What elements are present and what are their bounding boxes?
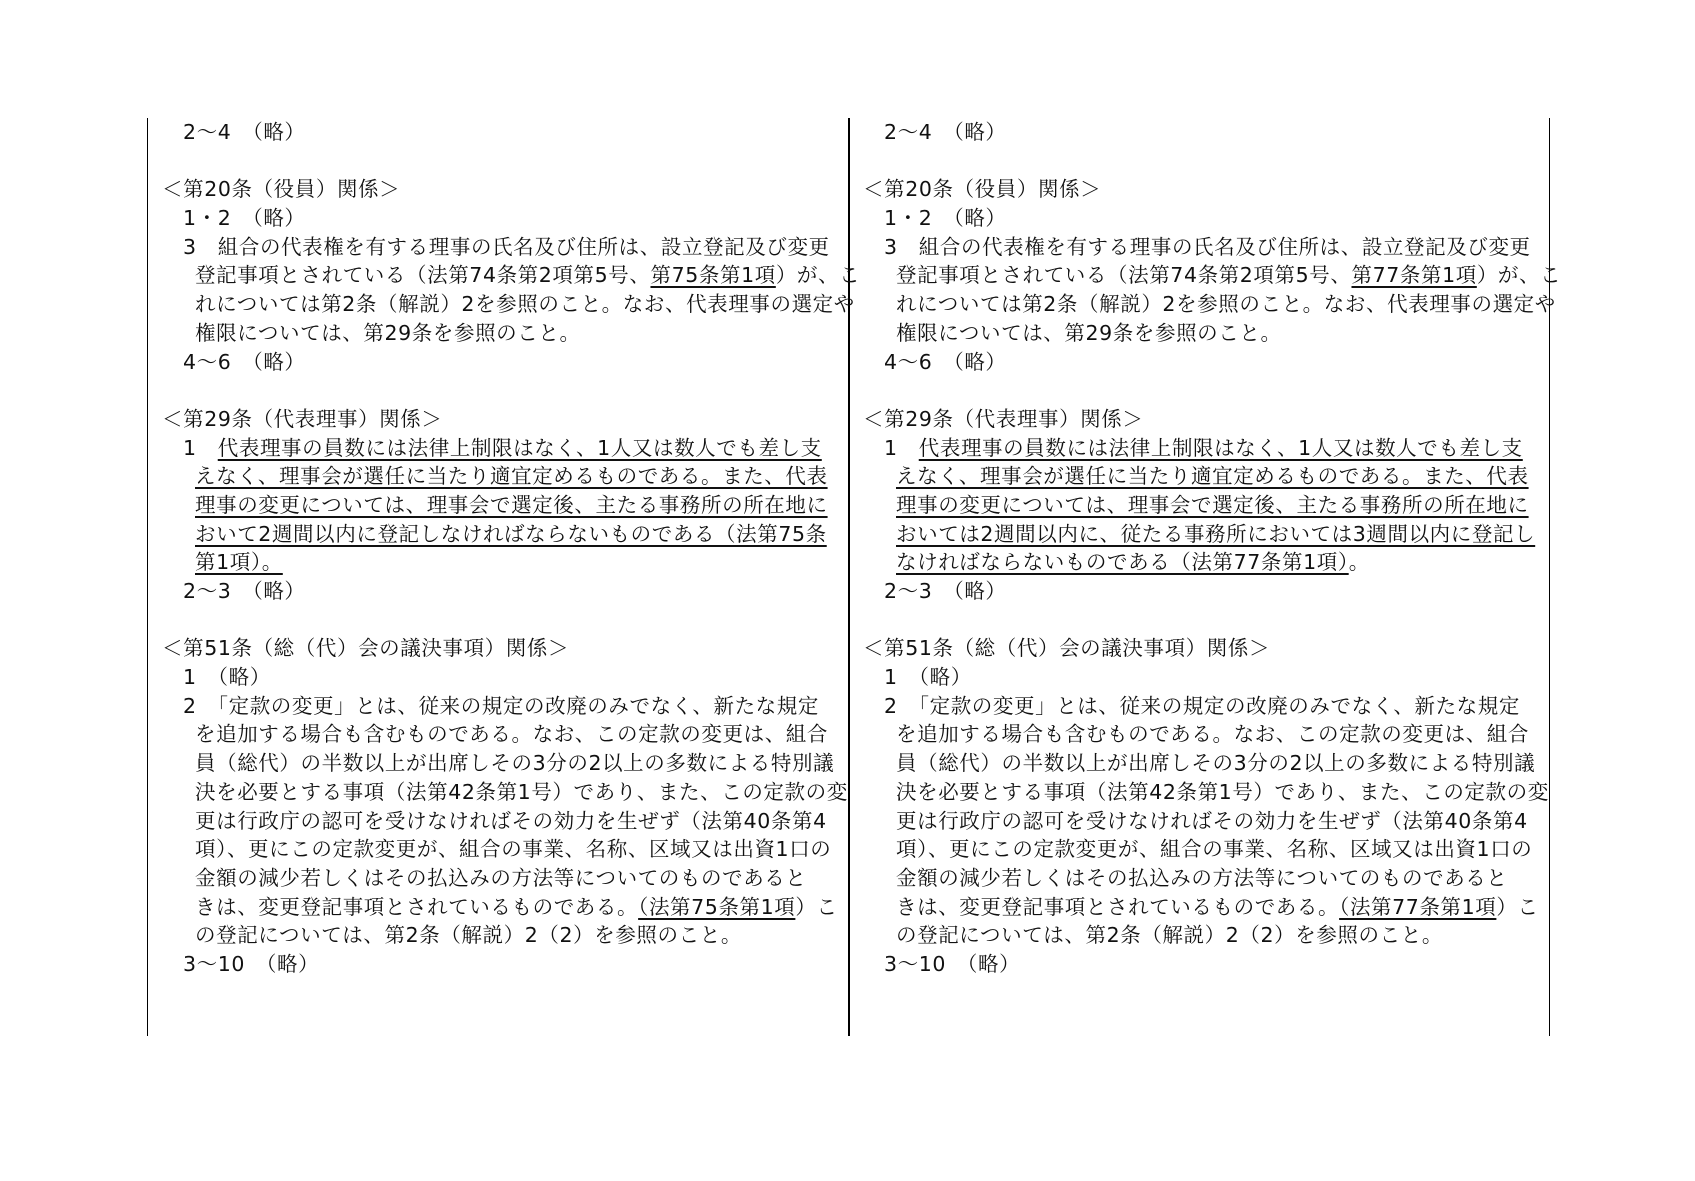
- underlined-amendment: 第1項）。: [195, 550, 283, 575]
- omitted-1-2: 1・2 （略）: [183, 206, 306, 231]
- paragraph-line: 金額の減少若しくはその払込みの方法等についてのものであると: [896, 865, 1508, 890]
- omitted-3-10: 3～10 （略）: [884, 951, 1021, 976]
- omitted-2-3: 2～3 （略）: [884, 579, 1007, 603]
- paragraph-line: 項）、更にこの定款変更が、組合の事業、名称、区域又は出資1口の: [195, 837, 832, 862]
- underlined-amendment: えなく、理事会が選任に当たり適宜定めるものである。また、代表: [195, 464, 828, 489]
- spacer: [863, 606, 1549, 635]
- underlined-amendment: 代表理事の員数には法律上制限はなく、1人又は数人でも差し支: [217, 435, 822, 460]
- item-number: 1: [884, 435, 919, 460]
- paragraph-line: 権限については、第29条を参照のこと。: [195, 320, 581, 345]
- spacer: [162, 376, 848, 405]
- text: 。: [1348, 550, 1370, 575]
- section-heading-article-20: ＜第20条（役員）関係＞: [162, 177, 401, 202]
- paragraph-line: れについては第2条（解説）2を参照のこと。なお、代表理事の選定や: [195, 292, 855, 317]
- omitted-1: 1 （略）: [884, 665, 972, 690]
- paragraph-line: [863, 548, 1549, 577]
- underlined-amendment: おいては2週間以内に、従たる事務所においては3週間以内に登記し: [896, 521, 1536, 546]
- paragraph-line: 員（総代）の半数以上が出席しその3分の2以上の多数による特別議: [195, 751, 835, 776]
- omitted-1: 1 （略）: [183, 665, 271, 690]
- underlined-amendment: 第75条第1項: [650, 263, 776, 288]
- text: きは、変更登記事項とされているものである。: [195, 894, 639, 919]
- paragraph-line: 3 組合の代表権を有する理事の氏名及び住所は、設立登記及び変更: [183, 234, 830, 259]
- paragraph-line: [863, 520, 1549, 549]
- paragraph-line: [863, 491, 1549, 520]
- comparison-table: [147, 118, 1562, 1036]
- spacer: [162, 147, 848, 176]
- omitted-2-4: 2～4 （略）: [884, 120, 1007, 144]
- omitted-4-6: 4～6 （略）: [183, 349, 306, 374]
- paragraph-line: [162, 548, 848, 577]
- paragraph-line: [863, 434, 1549, 463]
- underlined-amendment: おいて2週間以内に登記しなければならないものである（法第75条: [195, 521, 827, 546]
- omitted-2-3: 2～3 （略）: [183, 579, 306, 603]
- omitted-4-6: 4～6 （略）: [884, 349, 1007, 374]
- item-number: 1: [183, 435, 218, 460]
- text: ）こ: [795, 894, 838, 919]
- paragraph-line: [162, 462, 848, 491]
- underlined-amendment: 代表理事の員数には法律上制限はなく、1人又は数人でも差し支: [918, 435, 1523, 460]
- paragraph-line: [162, 261, 861, 290]
- paragraph-line: [863, 462, 1549, 491]
- underlined-amendment: （法第75条第1項: [638, 894, 796, 919]
- section-heading-article-51: ＜第51条（総（代）会の議決事項）関係＞: [162, 636, 570, 661]
- paragraph-line: を追加する場合も含むものである。なお、この定款の変更は、組合: [896, 722, 1529, 747]
- paragraph-line: の登記については、第2条（解説）2（2）を参照のこと。: [195, 923, 742, 948]
- section-heading-article-29: ＜第29条（代表理事）関係＞: [863, 406, 1144, 431]
- section-heading-article-51: ＜第51条（総（代）会の議決事項）関係＞: [863, 636, 1271, 661]
- text: 登記事項とされている（法第74条第2項第5号、: [896, 263, 1352, 288]
- paragraph-line: 決を必要とする事項（法第42条第1号）であり、また、この定款の変: [195, 779, 848, 804]
- right-column: [863, 118, 1562, 1036]
- underlined-amendment: 第77条第1項: [1351, 263, 1477, 288]
- section-heading-article-20: ＜第20条（役員）関係＞: [863, 177, 1102, 202]
- underlined-amendment: えなく、理事会が選任に当たり適宜定めるものである。また、代表: [896, 464, 1529, 489]
- paragraph-line: を追加する場合も含むものである。なお、この定款の変更は、組合: [195, 722, 828, 747]
- text: ）が、こ: [775, 263, 861, 288]
- paragraph-line: 項）、更にこの定款変更が、組合の事業、名称、区域又は出資1口の: [896, 837, 1533, 862]
- paragraph-line: 2 「定款の変更」とは、従来の規定の改廃のみでなく、新たな規定: [183, 693, 819, 718]
- paragraph-line: 権限については、第29条を参照のこと。: [896, 320, 1282, 345]
- text: ）こ: [1496, 894, 1539, 919]
- paragraph-line: [162, 893, 848, 922]
- paragraph-line: れについては第2条（解説）2を参照のこと。なお、代表理事の選定や: [896, 292, 1556, 317]
- paragraph-line: 2 「定款の変更」とは、従来の規定の改廃のみでなく、新たな規定: [884, 693, 1520, 718]
- paragraph-line: [863, 893, 1549, 922]
- paragraph-line: [162, 520, 848, 549]
- column-divider: [848, 118, 850, 1036]
- paragraph-line: 員（総代）の半数以上が出席しその3分の2以上の多数による特別議: [896, 751, 1536, 776]
- spacer: [863, 376, 1549, 405]
- paragraph-line: [863, 261, 1562, 290]
- underlined-amendment: なければならないものである（法第77条第1項）: [896, 550, 1349, 575]
- underlined-amendment: 理事の変更については、理事会で選定後、主たる事務所の所在地に: [896, 492, 1529, 517]
- paragraph-line: 更は行政庁の認可を受けなければその効力を生ぜず（法第40条第4: [896, 808, 1528, 833]
- spacer: [162, 606, 848, 635]
- omitted-2-4: 2～4 （略）: [183, 120, 306, 144]
- paragraph-line: 決を必要とする事項（法第42条第1号）であり、また、この定款の変: [896, 779, 1549, 804]
- text: きは、変更登記事項とされているものである。: [896, 894, 1340, 919]
- paragraph-line: の登記については、第2条（解説）2（2）を参照のこと。: [896, 923, 1443, 948]
- underlined-amendment: （法第77条第1項: [1339, 894, 1497, 919]
- paragraph-line: 更は行政庁の認可を受けなければその効力を生ぜず（法第40条第4: [195, 808, 827, 833]
- left-column: [162, 118, 861, 1036]
- paragraph-line: 金額の減少若しくはその払込みの方法等についてのものであると: [195, 865, 807, 890]
- omitted-1-2: 1・2 （略）: [884, 206, 1007, 231]
- text: ）が、こ: [1476, 263, 1562, 288]
- paragraph-line: [162, 434, 848, 463]
- omitted-3-10: 3～10 （略）: [183, 951, 320, 976]
- paragraph-line: 3 組合の代表権を有する理事の氏名及び住所は、設立登記及び変更: [884, 234, 1531, 259]
- paragraph-line: [162, 491, 848, 520]
- underlined-amendment: 理事の変更については、理事会で選定後、主たる事務所の所在地に: [195, 492, 828, 517]
- text: 登記事項とされている（法第74条第2項第5号、: [195, 263, 651, 288]
- spacer: [863, 147, 1549, 176]
- section-heading-article-29: ＜第29条（代表理事）関係＞: [162, 406, 443, 431]
